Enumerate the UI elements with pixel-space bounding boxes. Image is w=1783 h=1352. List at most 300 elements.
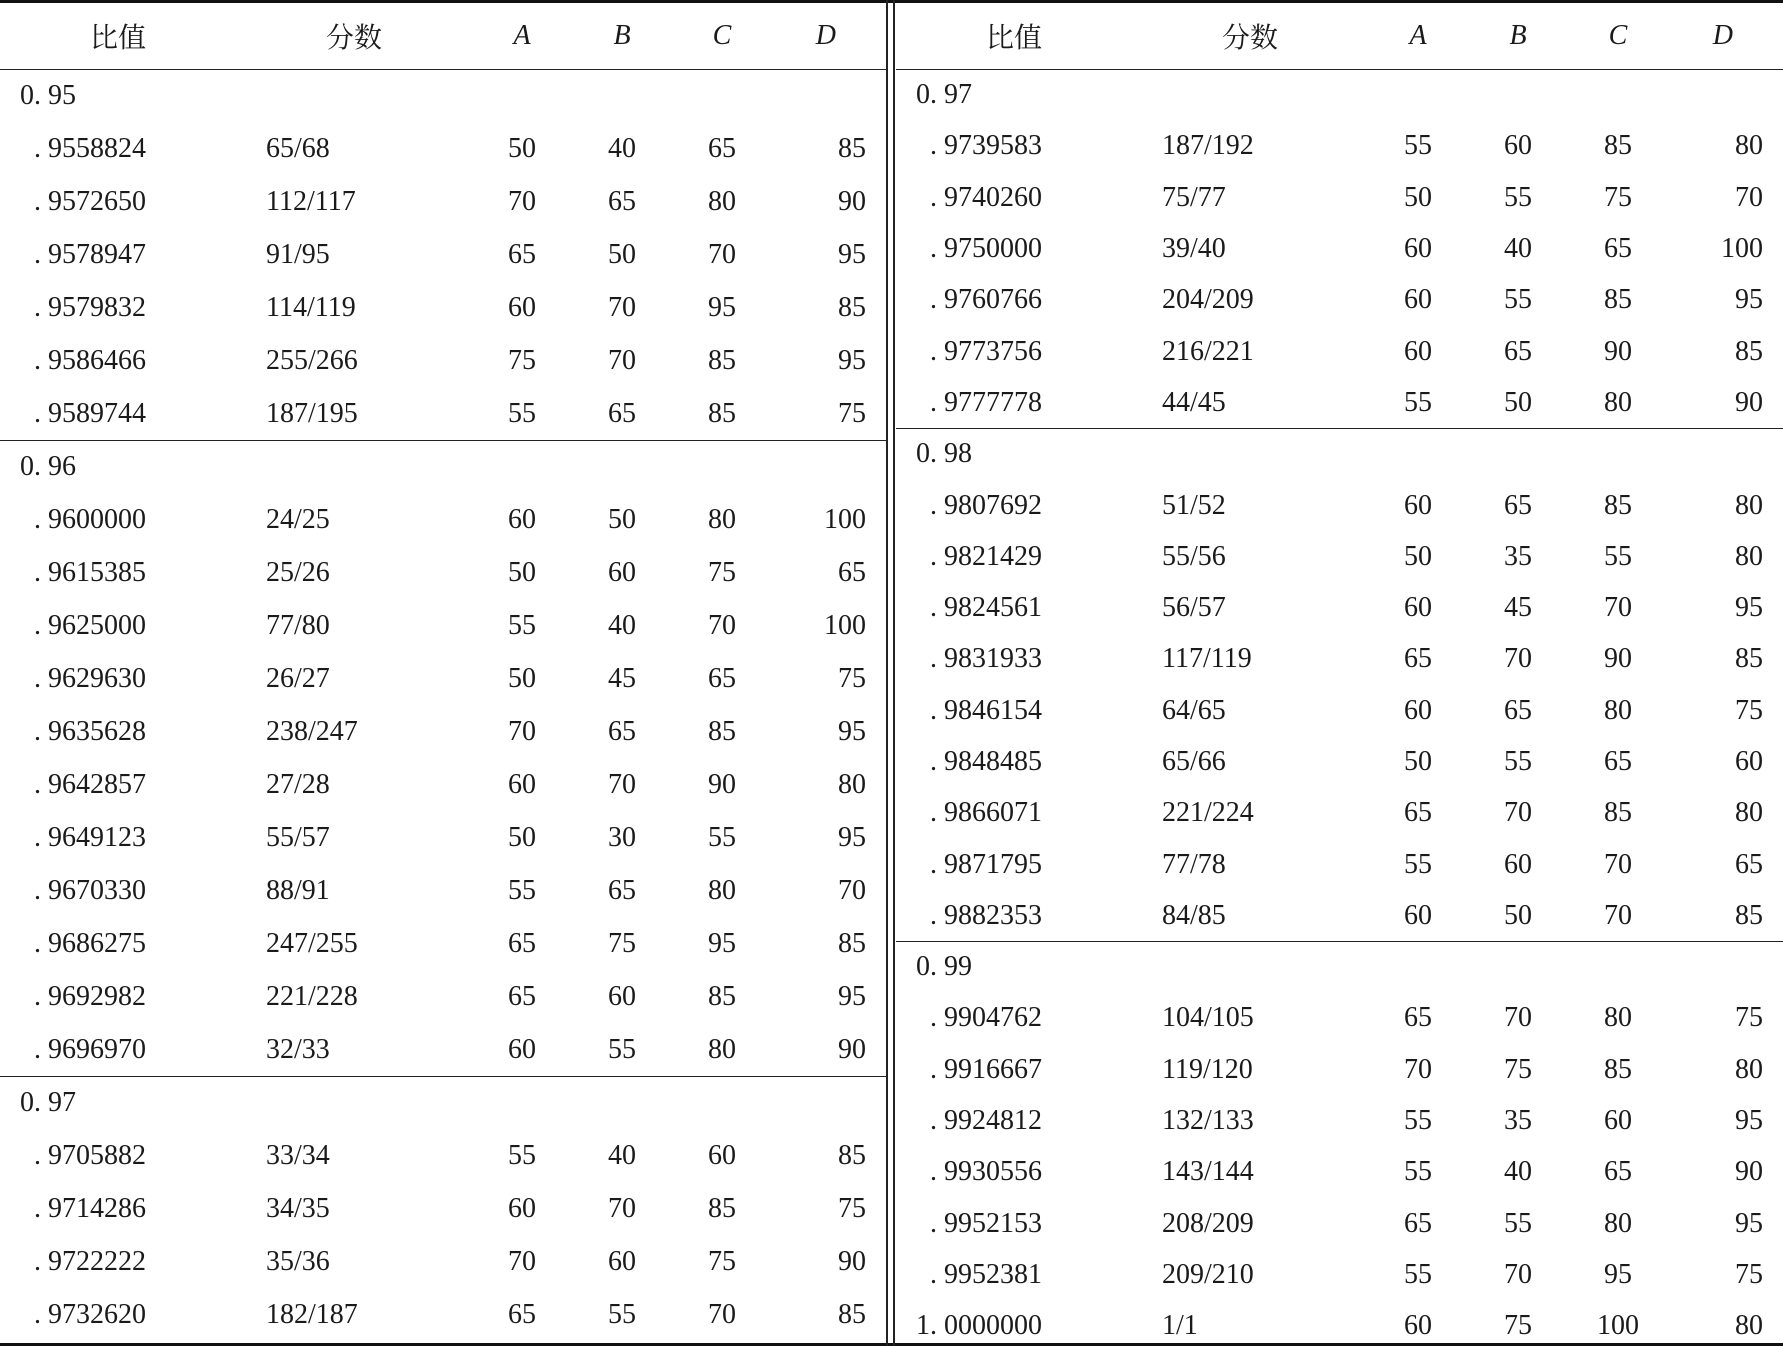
ratio-cell: . 9714286	[34, 1193, 146, 1224]
score-b-cell: 70	[1504, 1258, 1532, 1290]
score-b-cell: 35	[1504, 1105, 1532, 1137]
score-d-cell: 90	[1735, 386, 1763, 418]
score-a-cell: 60	[1404, 335, 1432, 367]
score-b-cell: 60	[1504, 130, 1532, 162]
fraction-cell: 44/45	[1162, 386, 1226, 418]
table-row	[0, 494, 886, 547]
ratio-cell: . 9930556	[930, 1156, 1042, 1188]
score-a-cell: 65	[508, 239, 536, 270]
ratio-cell: . 9924812	[930, 1105, 1042, 1137]
score-d-cell: 95	[1735, 1105, 1763, 1137]
fraction-cell: 221/228	[266, 981, 358, 1012]
score-a-cell: 55	[508, 397, 536, 429]
score-d-cell: 80	[838, 769, 866, 800]
ratio-cell: . 9846154	[930, 694, 1042, 726]
ratio-cell: . 9882353	[930, 899, 1042, 931]
ratio-cell: . 9773756	[930, 335, 1042, 367]
fraction-cell: 204/209	[1162, 284, 1254, 316]
score-b-cell: 75	[1504, 1053, 1532, 1085]
score-d-cell: 95	[1735, 284, 1763, 316]
score-c-cell: 100	[1597, 1310, 1639, 1342]
score-b-cell: 65	[608, 716, 636, 747]
header-row	[0, 0, 886, 70]
ratio-cell: . 9615385	[34, 557, 146, 588]
table-row	[896, 531, 1783, 582]
score-c-cell: 70	[708, 239, 736, 270]
score-b-cell: 70	[1504, 797, 1532, 829]
table-row	[0, 123, 886, 176]
score-c-cell: 85	[1604, 489, 1632, 521]
fraction-cell: 65/68	[266, 133, 330, 164]
group-label: 0. 98	[896, 429, 1783, 480]
fraction-cell: 27/28	[266, 769, 330, 800]
table-row	[896, 121, 1783, 172]
ratio-cell: . 9649123	[34, 822, 146, 853]
score-d-cell: 80	[1735, 797, 1763, 829]
table-row	[896, 839, 1783, 890]
score-c-cell: 85	[708, 1193, 736, 1224]
score-a-cell: 55	[1404, 386, 1432, 418]
score-a-cell: 70	[508, 1246, 536, 1277]
table-row	[896, 172, 1783, 223]
score-a-cell: 55	[508, 610, 536, 641]
table-row	[0, 335, 886, 388]
fraction-cell: 209/210	[1162, 1258, 1254, 1290]
score-c-cell: 95	[708, 292, 736, 323]
score-d-cell: 85	[838, 928, 866, 959]
score-c-cell: 65	[708, 133, 736, 164]
score-a-cell: 65	[1404, 1207, 1432, 1239]
fraction-cell: 143/144	[1162, 1156, 1254, 1188]
ratio-cell: . 9558824	[34, 133, 146, 164]
score-b-cell: 65	[608, 397, 636, 429]
score-d-cell: 100	[1721, 233, 1763, 265]
score-b-cell: 75	[1504, 1310, 1532, 1342]
score-d-cell: 65	[1735, 848, 1763, 880]
header-d: D	[1668, 0, 1783, 70]
ratio-cell: . 9696970	[34, 1033, 146, 1065]
table-row	[0, 388, 886, 441]
score-c-cell: 90	[1604, 643, 1632, 675]
score-d-cell: 60	[1735, 746, 1763, 777]
table-row	[896, 1095, 1783, 1146]
score-b-cell: 65	[608, 875, 636, 906]
fraction-cell: 55/57	[266, 822, 330, 853]
ratio-table-right	[896, 0, 1783, 1352]
score-a-cell: 75	[508, 345, 536, 376]
ratio-cell: . 9831933	[930, 643, 1042, 675]
score-d-cell: 70	[1735, 181, 1763, 213]
score-a-cell: 55	[1404, 1105, 1432, 1137]
fraction-cell: 117/119	[1162, 643, 1252, 675]
score-b-cell: 55	[608, 1033, 636, 1065]
ratio-cell: . 9916667	[930, 1053, 1042, 1085]
header-b: B	[1468, 0, 1568, 70]
score-b-cell: 70	[1504, 643, 1532, 675]
table-row	[0, 918, 886, 971]
group-label: 0. 99	[896, 942, 1783, 993]
right-panel	[896, 0, 1783, 1346]
fraction-cell: 51/52	[1162, 489, 1226, 521]
ratio-cell: . 9635628	[34, 716, 146, 747]
score-d-cell: 80	[1735, 1053, 1763, 1085]
score-a-cell: 55	[1404, 1258, 1432, 1290]
score-d-cell: 85	[1735, 643, 1763, 675]
ratio-cell: . 9732620	[34, 1299, 146, 1330]
score-a-cell: 50	[508, 133, 536, 164]
score-a-cell: 50	[1404, 181, 1432, 213]
score-a-cell: 55	[508, 1140, 536, 1171]
score-b-cell: 70	[608, 1193, 636, 1224]
fraction-cell: 77/80	[266, 610, 330, 641]
score-d-cell: 95	[838, 981, 866, 1012]
score-c-cell: 70	[1604, 592, 1632, 624]
table-row	[896, 377, 1783, 428]
score-d-cell: 95	[838, 822, 866, 853]
header-fraction: 分数	[236, 0, 472, 70]
score-b-cell: 55	[1504, 1207, 1532, 1239]
score-d-cell: 80	[1735, 489, 1763, 521]
fraction-cell: 182/187	[266, 1299, 358, 1330]
ratio-cell: . 9705882	[34, 1140, 146, 1171]
score-b-cell: 65	[608, 186, 636, 217]
fraction-cell: 64/65	[1162, 694, 1226, 726]
panel-divider	[893, 0, 895, 1346]
score-a-cell: 70	[508, 186, 536, 217]
score-b-cell: 70	[608, 345, 636, 376]
table-row	[896, 1249, 1783, 1300]
score-d-cell: 75	[838, 397, 866, 429]
fraction-cell: 34/35	[266, 1193, 330, 1224]
score-d-cell: 80	[1735, 130, 1763, 162]
score-d-cell: 95	[838, 239, 866, 270]
fraction-cell: 91/95	[266, 239, 330, 270]
score-d-cell: 85	[838, 1140, 866, 1171]
table-row	[896, 326, 1783, 377]
ratio-cell: . 9750000	[930, 233, 1042, 265]
score-c-cell: 70	[708, 610, 736, 641]
table-row	[896, 1198, 1783, 1249]
score-b-cell: 75	[608, 928, 636, 959]
score-a-cell: 60	[1404, 233, 1432, 265]
score-d-cell: 80	[1735, 1310, 1763, 1342]
ratio-cell: . 9824561	[930, 592, 1042, 624]
group-row	[0, 441, 886, 494]
score-b-cell: 50	[1504, 899, 1532, 931]
score-c-cell: 70	[1604, 848, 1632, 880]
score-c-cell: 85	[1604, 797, 1632, 829]
score-c-cell: 55	[1604, 540, 1632, 572]
left-panel	[0, 0, 886, 1346]
ratio-cell: . 9722222	[34, 1246, 146, 1277]
score-d-cell: 95	[838, 345, 866, 376]
ratio-cell: . 9760766	[930, 284, 1042, 316]
header-d: D	[772, 0, 886, 70]
table-row	[0, 1289, 886, 1342]
score-d-cell: 85	[838, 133, 866, 164]
score-b-cell: 70	[608, 292, 636, 323]
fraction-cell: 24/25	[266, 504, 330, 535]
group-label: 0. 95	[20, 80, 76, 112]
fraction-cell: 25/26	[266, 557, 330, 588]
group-row	[0, 1077, 886, 1130]
fraction-cell: 119/120	[1162, 1053, 1253, 1085]
table-row	[0, 865, 886, 918]
ratio-cell: . 9871795	[930, 848, 1042, 880]
score-a-cell: 55	[1404, 130, 1432, 162]
score-c-cell: 85	[708, 981, 736, 1012]
score-a-cell: 70	[1404, 1053, 1432, 1085]
fraction-cell: 238/247	[266, 716, 358, 747]
score-c-cell: 55	[708, 822, 736, 853]
score-b-cell: 40	[1504, 1156, 1532, 1188]
score-a-cell: 50	[508, 663, 536, 694]
score-b-cell: 55	[1504, 181, 1532, 213]
score-d-cell: 90	[838, 1033, 866, 1065]
table-row	[896, 1301, 1783, 1352]
table-row	[0, 653, 886, 706]
score-c-cell: 85	[1604, 130, 1632, 162]
score-a-cell: 65	[1404, 1002, 1432, 1034]
score-a-cell: 50	[1404, 540, 1432, 572]
score-b-cell: 50	[608, 504, 636, 535]
group-label: 0. 97	[916, 79, 972, 111]
score-d-cell: 80	[1735, 540, 1763, 572]
ratio-cell: . 9686275	[34, 928, 146, 959]
score-d-cell: 65	[838, 557, 866, 588]
score-c-cell: 90	[1604, 335, 1632, 367]
ratio-cell: . 9629630	[34, 663, 146, 694]
score-d-cell: 95	[1735, 1207, 1763, 1239]
table-row	[896, 582, 1783, 633]
fraction-cell: 65/66	[1162, 746, 1226, 777]
ratio-cell: . 9600000	[34, 504, 146, 535]
score-a-cell: 60	[508, 769, 536, 800]
group-row	[0, 70, 886, 123]
score-c-cell: 70	[708, 1299, 736, 1330]
fraction-cell: 39/40	[1162, 233, 1226, 265]
score-b-cell: 60	[1504, 848, 1532, 880]
ratio-cell: . 9952381	[930, 1258, 1042, 1290]
score-b-cell: 60	[608, 557, 636, 588]
header-row	[896, 0, 1783, 70]
table-row	[896, 685, 1783, 736]
score-c-cell: 80	[1604, 1207, 1632, 1239]
score-b-cell: 40	[1504, 233, 1532, 265]
score-d-cell: 75	[838, 1193, 866, 1224]
header-c: C	[1568, 0, 1668, 70]
score-d-cell: 90	[838, 1246, 866, 1277]
table-row	[0, 971, 886, 1024]
score-d-cell: 90	[838, 186, 866, 217]
ratio-cell: . 9579832	[34, 292, 146, 323]
ratio-cell: . 9625000	[34, 610, 146, 641]
score-d-cell: 85	[1735, 335, 1763, 367]
score-b-cell: 70	[1504, 1002, 1532, 1034]
fraction-cell: 216/221	[1162, 335, 1254, 367]
score-a-cell: 60	[508, 504, 536, 535]
score-b-cell: 35	[1504, 540, 1532, 572]
score-b-cell: 65	[1504, 694, 1532, 726]
ratio-cell: . 9642857	[34, 769, 146, 800]
score-c-cell: 65	[1604, 1156, 1632, 1188]
score-c-cell: 65	[1604, 746, 1632, 777]
score-c-cell: 90	[708, 769, 736, 800]
score-d-cell: 95	[838, 716, 866, 747]
score-b-cell: 40	[608, 133, 636, 164]
fraction-cell: 255/266	[266, 345, 358, 376]
table-row	[896, 788, 1783, 839]
score-a-cell: 50	[508, 822, 536, 853]
fraction-cell: 1/1	[1162, 1310, 1198, 1342]
score-b-cell: 50	[608, 239, 636, 270]
fraction-cell: 187/192	[1162, 130, 1254, 162]
score-c-cell: 80	[1604, 386, 1632, 418]
score-d-cell: 100	[824, 504, 866, 535]
score-a-cell: 60	[1404, 592, 1432, 624]
fraction-cell: 35/36	[266, 1246, 330, 1277]
header-b: B	[572, 0, 672, 70]
table-body	[0, 70, 886, 1342]
ratio-cell: . 9866071	[930, 797, 1042, 829]
score-c-cell: 80	[1604, 1002, 1632, 1034]
score-c-cell: 65	[1604, 233, 1632, 265]
score-a-cell: 55	[508, 875, 536, 906]
score-b-cell: 40	[608, 610, 636, 641]
score-c-cell: 60	[1604, 1105, 1632, 1137]
score-c-cell: 85	[1604, 284, 1632, 316]
score-b-cell: 65	[1504, 335, 1532, 367]
score-a-cell: 60	[1404, 284, 1432, 316]
fraction-cell: 55/56	[1162, 540, 1226, 572]
score-b-cell: 60	[608, 1246, 636, 1277]
score-d-cell: 70	[838, 875, 866, 906]
score-a-cell: 70	[508, 716, 536, 747]
header-a: A	[472, 0, 572, 70]
score-a-cell: 65	[1404, 643, 1432, 675]
group-row	[896, 429, 1783, 480]
ratio-cell: . 9578947	[34, 239, 146, 270]
score-c-cell: 75	[708, 557, 736, 588]
ratio-cell: . 9777778	[930, 386, 1042, 418]
score-a-cell: 55	[1404, 1156, 1432, 1188]
header-c: C	[672, 0, 772, 70]
fraction-cell: 112/117	[266, 186, 356, 217]
score-c-cell: 85	[708, 716, 736, 747]
table-row	[0, 600, 886, 653]
fraction-cell: 208/209	[1162, 1207, 1254, 1239]
table-row	[0, 282, 886, 335]
header-a: A	[1368, 0, 1468, 70]
score-c-cell: 75	[708, 1246, 736, 1277]
score-c-cell: 95	[1604, 1258, 1632, 1290]
fraction-cell: 32/33	[266, 1033, 330, 1065]
score-c-cell: 65	[708, 663, 736, 694]
score-b-cell: 45	[1504, 592, 1532, 624]
score-a-cell: 65	[508, 1299, 536, 1330]
ratio-cell: . 9952153	[930, 1207, 1042, 1239]
ratio-cell: . 9692982	[34, 981, 146, 1012]
score-d-cell: 85	[838, 292, 866, 323]
fraction-cell: 187/195	[266, 397, 358, 429]
table-row	[896, 890, 1783, 941]
score-a-cell: 60	[1404, 1310, 1432, 1342]
table-row	[896, 634, 1783, 685]
score-a-cell: 50	[508, 557, 536, 588]
ratio-cell: . 9904762	[930, 1002, 1042, 1034]
table-row	[896, 275, 1783, 326]
score-c-cell: 95	[708, 928, 736, 959]
table-row	[0, 176, 886, 229]
score-c-cell: 80	[708, 1033, 736, 1065]
score-d-cell: 85	[838, 1299, 866, 1330]
score-a-cell: 55	[1404, 848, 1432, 880]
fraction-cell: 247/255	[266, 928, 358, 959]
ratio-cell: . 9848485	[930, 746, 1042, 777]
group-row	[896, 942, 1783, 993]
header-ratio: 比值	[896, 0, 1132, 70]
table-row	[0, 706, 886, 759]
score-c-cell: 70	[1604, 899, 1632, 931]
score-d-cell: 75	[1735, 1002, 1763, 1034]
table-row	[0, 229, 886, 282]
score-c-cell: 75	[1604, 181, 1632, 213]
fraction-cell: 75/77	[1162, 181, 1226, 213]
score-b-cell: 70	[608, 769, 636, 800]
score-b-cell: 45	[608, 663, 636, 694]
ratio-cell: . 9586466	[34, 345, 146, 376]
table-row	[0, 547, 886, 600]
score-a-cell: 60	[508, 1033, 536, 1065]
score-c-cell: 80	[708, 504, 736, 535]
score-a-cell: 65	[1404, 797, 1432, 829]
fraction-cell: 221/224	[1162, 797, 1254, 829]
score-b-cell: 55	[1504, 746, 1532, 777]
table-body	[896, 70, 1783, 1352]
fraction-cell: 77/78	[1162, 848, 1226, 880]
table-row	[0, 1024, 886, 1077]
score-c-cell: 85	[708, 397, 736, 429]
score-c-cell: 85	[708, 345, 736, 376]
header-ratio: 比值	[0, 0, 236, 70]
group-row	[896, 70, 1783, 121]
fraction-cell: 33/34	[266, 1140, 330, 1171]
header-fraction: 分数	[1132, 0, 1368, 70]
table-row	[0, 1130, 886, 1183]
table-row	[896, 736, 1783, 787]
score-c-cell: 85	[1604, 1053, 1632, 1085]
ratio-cell: . 9739583	[930, 130, 1042, 162]
ratio-cell: . 9589744	[34, 397, 146, 429]
score-d-cell: 90	[1735, 1156, 1763, 1188]
score-a-cell: 60	[1404, 489, 1432, 521]
ratio-cell: . 9572650	[34, 186, 146, 217]
score-a-cell: 60	[508, 1193, 536, 1224]
score-c-cell: 60	[708, 1140, 736, 1171]
score-b-cell: 55	[608, 1299, 636, 1330]
score-b-cell: 60	[608, 981, 636, 1012]
panel-divider	[886, 0, 888, 1346]
group-label: 0. 97	[0, 1077, 886, 1130]
score-a-cell: 60	[508, 292, 536, 323]
fraction-cell: 132/133	[1162, 1105, 1254, 1137]
score-a-cell: 65	[508, 981, 536, 1012]
score-b-cell: 50	[1504, 386, 1532, 418]
score-b-cell: 40	[608, 1140, 636, 1171]
fraction-cell: 104/105	[1162, 1002, 1254, 1034]
table-row	[896, 1044, 1783, 1095]
score-d-cell: 75	[1735, 694, 1763, 726]
